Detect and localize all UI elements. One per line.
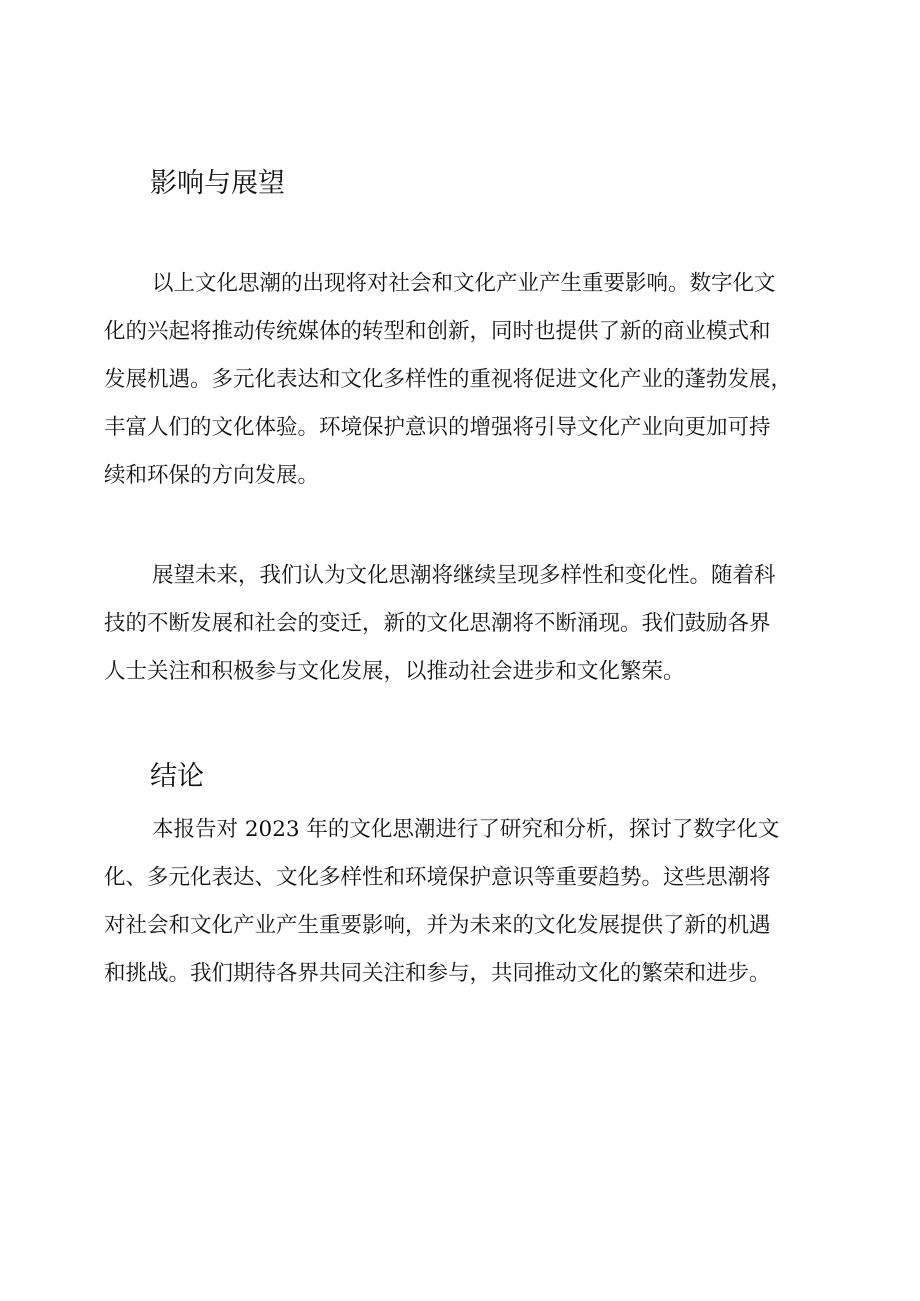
text-line: 化、多元化表达、文化多样性和环境保护意识等重要趋势。这些思潮将 [104, 865, 771, 890]
text-line: 化的兴起将推动传统媒体的转型和创新，同时也提供了新的商业模式和 [104, 319, 771, 344]
text-line: 人士关注和积极参与文化发展，以推动社会进步和文化繁荣。 [104, 659, 685, 684]
text-line: 对社会和文化产业产生重要影响，并为未来的文化发展提供了新的机遇 [104, 913, 771, 938]
text-line: 续和环保的方向发展。 [104, 463, 320, 488]
text-line: 以上文化思潮的出现将对社会和文化产业产生重要影响。数字化文 [152, 271, 776, 296]
section-heading-impact: 影响与展望 [150, 168, 285, 199]
paragraph-impact [104, 260, 792, 500]
text-line: 本报告对 2023 年的文化思潮进行了研究和分析，探讨了数字化文 [152, 817, 780, 842]
paragraph-conclusion [104, 806, 779, 998]
text-line: 发展机遇。多元化表达和文化多样性的重视将促进文化产业的蓬勃发展， [104, 367, 793, 392]
section-heading-conclusion: 结论 [150, 761, 204, 792]
text-line: 展望未来，我们认为文化思潮将继续呈现多样性和变化性。随着科 [152, 563, 776, 588]
text-line: 丰富人们的文化体验。环境保护意识的增强将引导文化产业向更加可持 [104, 415, 771, 440]
text-line: 技的不断发展和社会的变迁，新的文化思潮将不断涌现。我们鼓励各界 [104, 611, 771, 636]
paragraph-outlook [104, 552, 776, 696]
text-line: 和挑战。我们期待各界共同关注和参与，共同推动文化的繁荣和进步。 [104, 961, 771, 986]
